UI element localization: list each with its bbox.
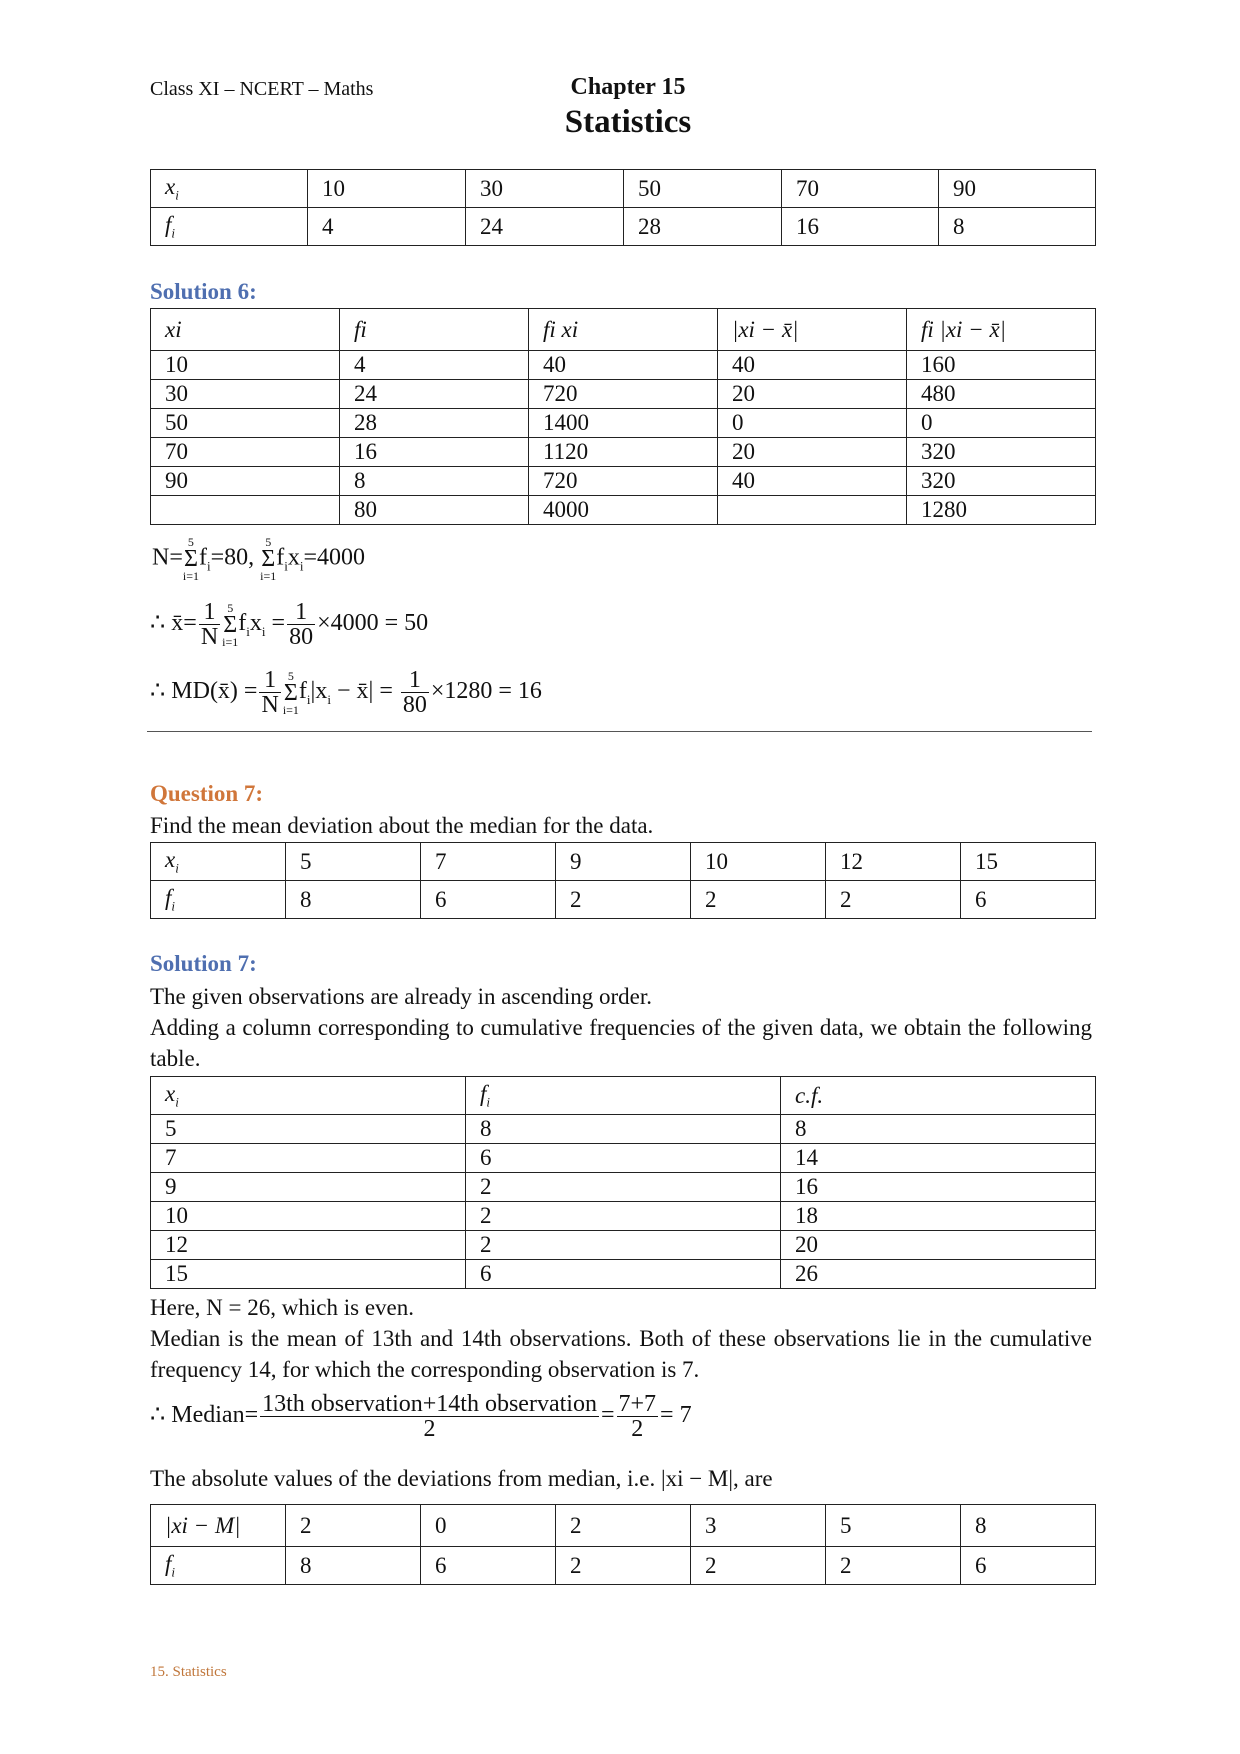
table-cell: 14 — [781, 1144, 1096, 1173]
top-frequency-table — [150, 169, 1096, 246]
table-cell: 2 — [826, 881, 961, 919]
table-cell: 15 — [961, 843, 1096, 881]
table-cell: 8 — [286, 881, 421, 919]
table-cell: 18 — [781, 1202, 1096, 1231]
table-cell: 16 — [340, 438, 529, 467]
table-cell: 8 — [781, 1115, 1096, 1144]
table-cell: 7 — [421, 843, 556, 881]
table-cell: 12 — [826, 843, 961, 881]
table-cell: 24 — [340, 380, 529, 409]
table-cell: 7 — [151, 1144, 466, 1173]
table-cell: 6 — [466, 1260, 781, 1289]
deviation-table — [150, 1504, 1096, 1585]
table-cell: 0 — [907, 409, 1096, 438]
table-cell: 50 — [151, 409, 340, 438]
table-cell: 20 — [781, 1231, 1096, 1260]
table-cell: 6 — [421, 1547, 556, 1585]
table-cell: 3 — [691, 1505, 826, 1547]
table-cell — [151, 496, 340, 525]
equation-mean-deviation: ∴ MD(x̄) = $\frac{1}{N}$ 5 Σ i=1 $f_i|x_i$ − x̄| = $\frac{1}{80}$ ×1280 = 16 — [150, 667, 542, 718]
table-cell: 2 — [556, 1547, 691, 1585]
table-row — [151, 380, 1096, 409]
table-cell: $x_i$ — [151, 843, 286, 881]
table-header-cell: fi — [340, 309, 529, 351]
equation-sum: N= 5 Σ i=1 $f_i=80$, 5 Σ i=1 $f_ix_i=4000$ — [152, 535, 366, 583]
table-cell: 2 — [466, 1231, 781, 1260]
solution-7-p5: The absolute values of the deviations from median, i.e. |xi − M|, are — [150, 1466, 773, 1491]
cumulative-frequency-table — [150, 1076, 1096, 1289]
table-cell: 0 — [421, 1505, 556, 1547]
table-cell: 6 — [421, 881, 556, 919]
table-cell: 720 — [529, 467, 718, 496]
table-cell: 50 — [624, 170, 782, 208]
table-cell: 4 — [340, 351, 529, 380]
table-cell: 20 — [718, 438, 907, 467]
table-cell: 8 — [340, 467, 529, 496]
table-cell: 6 — [466, 1144, 781, 1173]
table-cell — [718, 496, 907, 525]
table-cell: 2 — [466, 1173, 781, 1202]
table-row — [151, 409, 1096, 438]
table-header-cell: c.f. — [781, 1077, 1096, 1115]
table-row — [151, 438, 1096, 467]
equation-median: ∴ Median= $\frac{\text{13th observation+14th observation}}{2}$ = $\frac{7+7}{2}$ = 7 — [150, 1391, 692, 1442]
table-cell: 320 — [907, 467, 1096, 496]
table-cell: 24 — [466, 208, 624, 246]
table-cell: $f_i$ — [151, 881, 286, 919]
table-cell: 15 — [151, 1260, 466, 1289]
table-cell: 10 — [151, 351, 340, 380]
table-header-cell: xi — [151, 309, 340, 351]
table-cell: 5 — [826, 1505, 961, 1547]
table-cell: 16 — [782, 208, 939, 246]
table-cell: 16 — [781, 1173, 1096, 1202]
table-cell: 2 — [556, 881, 691, 919]
section-divider — [147, 731, 1092, 732]
table-cell: 30 — [466, 170, 624, 208]
table-row — [151, 843, 1096, 881]
table-cell: 80 — [340, 496, 529, 525]
table-cell: $x_i$ — [151, 170, 308, 208]
table-cell: 28 — [624, 208, 782, 246]
page-title: Statistics — [564, 104, 692, 140]
solution-6-heading: Solution 6: — [150, 279, 257, 304]
table-cell: 2 — [691, 881, 826, 919]
solution-7-p1: The given observations are already in ascending order. — [150, 984, 652, 1009]
table-cell: 8 — [466, 1115, 781, 1144]
table-cell: 4 — [308, 208, 466, 246]
solution-7-p2: Adding a column corresponding to cumulative frequencies of the given data, we obtain the following table. — [150, 1015, 1092, 1071]
table-row — [151, 1173, 1096, 1202]
table-cell: 1280 — [907, 496, 1096, 525]
table-cell: 8 — [939, 208, 1096, 246]
table-cell: 20 — [718, 380, 907, 409]
table-header-cell: $f_i$ — [466, 1077, 781, 1115]
table-header-cell: $x_i$ — [151, 1077, 466, 1115]
table-row — [151, 1260, 1096, 1289]
table-row — [151, 1144, 1096, 1173]
table-cell: |xi − M| — [151, 1505, 286, 1547]
solution-7-p3: Here, N = 26, which is even. — [150, 1295, 414, 1320]
table-cell: 26 — [781, 1260, 1096, 1289]
table-cell: 10 — [151, 1202, 466, 1231]
table-cell: 720 — [529, 380, 718, 409]
table-cell: 6 — [961, 881, 1096, 919]
table-total-row — [151, 496, 1096, 525]
table-cell: 70 — [782, 170, 939, 208]
table-row — [151, 170, 1096, 208]
question-7-heading: Question 7: — [150, 781, 264, 806]
table-cell: 2 — [556, 1505, 691, 1547]
table-cell: 40 — [529, 351, 718, 380]
solution-7-p4: Median is the mean of 13th and 14th observations. Both of these observations lie in the cumulative frequency 14, for which the corresponding observation is 7. — [150, 1326, 1092, 1382]
question-7-table — [150, 842, 1096, 919]
page-footer: 15. Statistics — [150, 1664, 227, 1680]
solution-6-table — [150, 308, 1096, 525]
table-header-row — [151, 309, 1096, 351]
table-row — [151, 351, 1096, 380]
table-cell: 320 — [907, 438, 1096, 467]
table-header-cell: fi xi — [529, 309, 718, 351]
table-cell: 8 — [286, 1547, 421, 1585]
table-cell: 2 — [286, 1505, 421, 1547]
table-row — [151, 467, 1096, 496]
table-cell: 90 — [151, 467, 340, 496]
table-cell: 8 — [961, 1505, 1096, 1547]
table-row — [151, 1115, 1096, 1144]
table-cell: 2 — [466, 1202, 781, 1231]
table-cell: 480 — [907, 380, 1096, 409]
table-row — [151, 1231, 1096, 1260]
table-cell: 2 — [826, 1547, 961, 1585]
table-cell: 30 — [151, 380, 340, 409]
table-cell: 10 — [308, 170, 466, 208]
table-cell: $f_i$ — [151, 208, 308, 246]
table-cell: 40 — [718, 351, 907, 380]
table-header-row — [151, 1077, 1096, 1115]
question-7-text: Find the mean deviation about the median for the data. — [150, 813, 654, 838]
table-cell: 10 — [691, 843, 826, 881]
table-cell: 5 — [286, 843, 421, 881]
table-cell: 5 — [151, 1115, 466, 1144]
table-cell: 40 — [718, 467, 907, 496]
table-cell: 160 — [907, 351, 1096, 380]
table-cell: 4000 — [529, 496, 718, 525]
table-cell: 9 — [556, 843, 691, 881]
table-cell: 0 — [718, 409, 907, 438]
table-header-cell: fi |xi − x̄| — [907, 309, 1096, 351]
table-header-cell: |xi − x̄| — [718, 309, 907, 351]
table-cell: 90 — [939, 170, 1096, 208]
table-cell: 28 — [340, 409, 529, 438]
table-cell: 6 — [961, 1547, 1096, 1585]
table-cell: 1400 — [529, 409, 718, 438]
table-row — [151, 1547, 1096, 1585]
table-cell: $f_i$ — [151, 1547, 286, 1585]
table-row — [151, 1505, 1096, 1547]
table-row — [151, 1202, 1096, 1231]
table-row — [151, 881, 1096, 919]
table-cell: 12 — [151, 1231, 466, 1260]
chapter-label: Chapter 15 — [570, 74, 686, 100]
class-label: Class XI – NCERT – Maths — [150, 78, 374, 100]
table-cell: 70 — [151, 438, 340, 467]
solution-7-heading: Solution 7: — [150, 951, 257, 976]
table-cell: 9 — [151, 1173, 466, 1202]
table-cell: 2 — [691, 1547, 826, 1585]
table-row — [151, 208, 1096, 246]
equation-mean: ∴ x̄= $\frac{1}{N}$ 5 Σ i=1 $f_ix_i$ = $\frac{1}{80}$ ×4000 = 50 — [150, 599, 429, 650]
table-cell: 1120 — [529, 438, 718, 467]
